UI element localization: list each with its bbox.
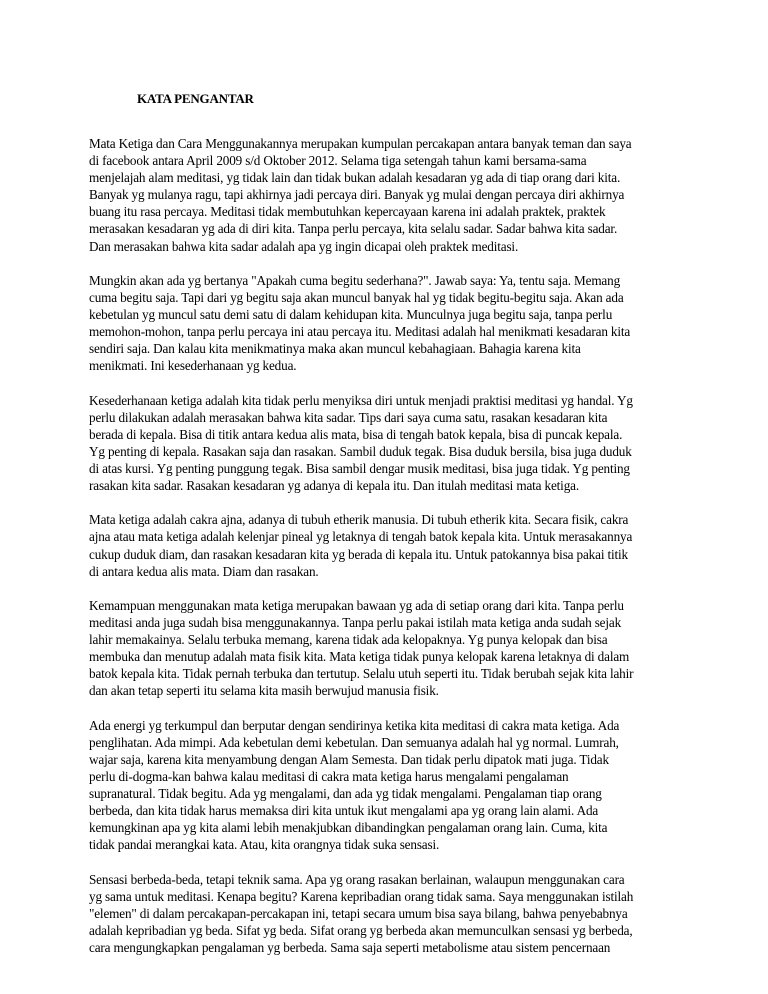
- text-line: meditasi anda juga sudah bisa menggunakannya. Tanpa perlu pakai istilah mata ketiga anda sudah sejak: [89, 615, 622, 630]
- text-line: Banyak yg mulanya ragu, tapi akhirnya jadi percaya diri. Banyak yg mulai dengan percaya diri akhirnya: [89, 187, 625, 203]
- text-line: merasakan kesadaran yg ada di diri kita. Tanpa perlu percaya, kita selalu sadar. Sadar bahwa kita sadar.: [89, 221, 618, 237]
- text-line: supranatural. Tidak begitu. Ada yg mengalami, dan ada yg tidak mengalami. Pengalaman tiap orang: [89, 786, 602, 802]
- text-line: cara mengungkapkan pengalaman yg berbeda. Sama saja seperti metabolisme atau sistem pencernaan: [89, 939, 611, 955]
- text-line: di atas kursi. Yg penting punggung tegak. Bisa sambil dengar musik meditasi, bisa juga tidak. Yg penting: [89, 460, 630, 476]
- text-line: batok kepala kita. Tidak pernah terbuka dan tertutup. Selalu utuh seperti itu. Tidak berubah sejak kita lahir: [89, 666, 634, 682]
- text-line: di antara kedua alis mata. Diam dan rasakan.: [89, 563, 319, 579]
- text-line: Mata ketiga adalah cakra ajna, adanya di tubuh etherik manusia. Di tubuh etherik kita. Secara fisik, cakra: [89, 512, 629, 528]
- text-line: Kemampuan menggunakan mata ketiga merupakan bawaan yg ada di setiap orang dari kita. Tanpa perlu: [89, 597, 624, 613]
- text-line: yg sama untuk meditasi. Kenapa begitu? Karena kepribadian orang tidak sama. Saya menggunakan istilah: [89, 888, 634, 904]
- text-line: kebetulan yg muncul satu demi satu di dalam kehidupan kita. Munculnya juga begitu saja, tanpa perlu: [89, 307, 613, 323]
- text-line: menikmati. Ini kesederhanaan yg kedua.: [89, 358, 297, 374]
- document-body: [89, 135, 685, 973]
- text-line: Sensasi berbeda-beda, tetapi teknik sama. Apa yg orang rasakan berlainan, walaupun menggunakan cara: [89, 871, 625, 887]
- text-line: Ada energi yg terkumpul dan berputar dengan sendirinya ketika kita meditasi di cakra mata ketiga. Ada: [89, 717, 620, 733]
- text-line: perlu dilakukan adalah merasakan bahwa kita sadar. Tips dari saya cuma satu, rasakan kesadaran kita: [89, 409, 608, 425]
- text-line: tidak pandai merangkai kata. Atau, kita orangnya tidak suka sensasi.: [89, 837, 440, 853]
- text-line: Kesederhanaan ketiga adalah kita tidak perlu menyiksa diri untuk menjadi praktisi meditasi yg handal. Yg: [89, 392, 633, 408]
- text-line: kemungkinan apa yg kita alami lebih menakjubkan dibandingkan pengalaman orang lain. Cuma, kita: [89, 820, 608, 836]
- text-line: dan akan tetap seperti itu selama kita masih berwujud manusia fisik.: [89, 683, 439, 699]
- text-line: memohon-mohon, tanpa perlu percaya ini atau percaya itu. Meditasi adalah hal menikmati kesadaran kita: [89, 324, 631, 340]
- text-line: Mata Ketiga dan Cara Menggunakannya merupakan kumpulan percakapan antara banyak teman dan saya: [89, 136, 632, 151]
- paragraph: [89, 392, 685, 495]
- text-line: perlu di-dogma-kan bahwa kalau meditasi di cakra mata ketiga harus mengalami pengalaman: [89, 768, 569, 784]
- text-line: rasakan kita sadar. Rasakan kesadaran yg adanya di kepala itu. Dan itulah meditasi mata ketiga.: [89, 478, 579, 494]
- text-line: menjelajah alam meditasi, yg tidak lain dan tidak bukan adalah kesadaran yg ada di tiap orang dari kita.: [89, 170, 621, 186]
- paragraph: [89, 272, 685, 375]
- text-line: cuma begitu saja. Tapi dari yg begitu saja akan muncul banyak hal yg tidak begitu-begitu saja. Akan ada: [89, 289, 624, 305]
- text-line: lahir memakainya. Selalu terbuka memang, karena tidak ada kelopaknya. Yg punya kelopak dan bisa: [89, 632, 608, 648]
- paragraph: [89, 597, 685, 700]
- paragraph: [89, 717, 685, 854]
- text-line: berada di kepala. Bisa di titik antara kedua alis mata, bisa di tengah batok kepala, bisa di puncak kepala.: [89, 426, 623, 442]
- text-line: Yg penting di kepala. Rasakan saja dan rasakan. Sambil duduk tegak. Bisa duduk bersila, bisa juga duduk: [89, 443, 632, 459]
- text-line: adalah kepribadian yg beda. Sifat yg beda. Sifat orang yg berbeda akan memunculkan sensasi yg berbeda,: [89, 922, 633, 938]
- paragraph: [89, 135, 685, 255]
- text-line: sendiri saja. Dan kalau kita menikmatinya maka akan muncul kebahagiaan. Bahagia karena kita: [89, 341, 581, 357]
- text-line: buang itu rasa percaya. Meditasi tidak membutuhkan kepercayaan karena ini adalah praktek, praktek: [89, 204, 606, 220]
- paragraph: [89, 871, 685, 956]
- text-line: cukup duduk diam, dan rasakan kesadaran kita yg berada di kepala itu. Untuk patokannya bisa pakai titik: [89, 546, 628, 562]
- paragraph: [89, 511, 685, 579]
- text-line: "elemen" di dalam percakapan-percakapan ini, tetapi secara umum bisa saya bilang, bahwa penyebabnya: [89, 905, 628, 921]
- text-line: ajna atau mata ketiga adalah kelenjar pineal yg letaknya di tengah batok kepala kita. Untuk merasakannya: [89, 529, 633, 545]
- text-line: Dan merasakan bahwa kita sadar adalah apa yg ingin dicapai oleh praktek meditasi.: [89, 238, 519, 254]
- page-title: KATA PENGANTAR: [137, 91, 254, 106]
- text-line: berbeda, dan kita tidak harus memaksa diri kita untuk ikut mengalami apa yg orang lain alami. Ada: [89, 803, 599, 819]
- text-line: di facebook antara April 2009 s/d Oktober 2012. Selama tiga setengah tahun kami bersama-sama: [89, 153, 587, 169]
- text-line: wajar saja, karena kita menyambung dengan Alam Semesta. Dan tidak perlu dipatok mati juga. Tidak: [89, 751, 609, 767]
- text-line: penglihatan. Ada mimpi. Ada kebetulan demi kebetulan. Dan semuanya adalah hal yg normal. Lumrah,: [89, 734, 619, 750]
- text-line: Mungkin akan ada yg bertanya "Apakah cuma begitu sederhana?". Jawab saya: Ya, tentu saja. Memang: [89, 272, 621, 288]
- text-line: membuka dan menutup adalah mata fisik kita. Mata ketiga tidak punya kelopak karena letaknya di dalam: [89, 649, 630, 665]
